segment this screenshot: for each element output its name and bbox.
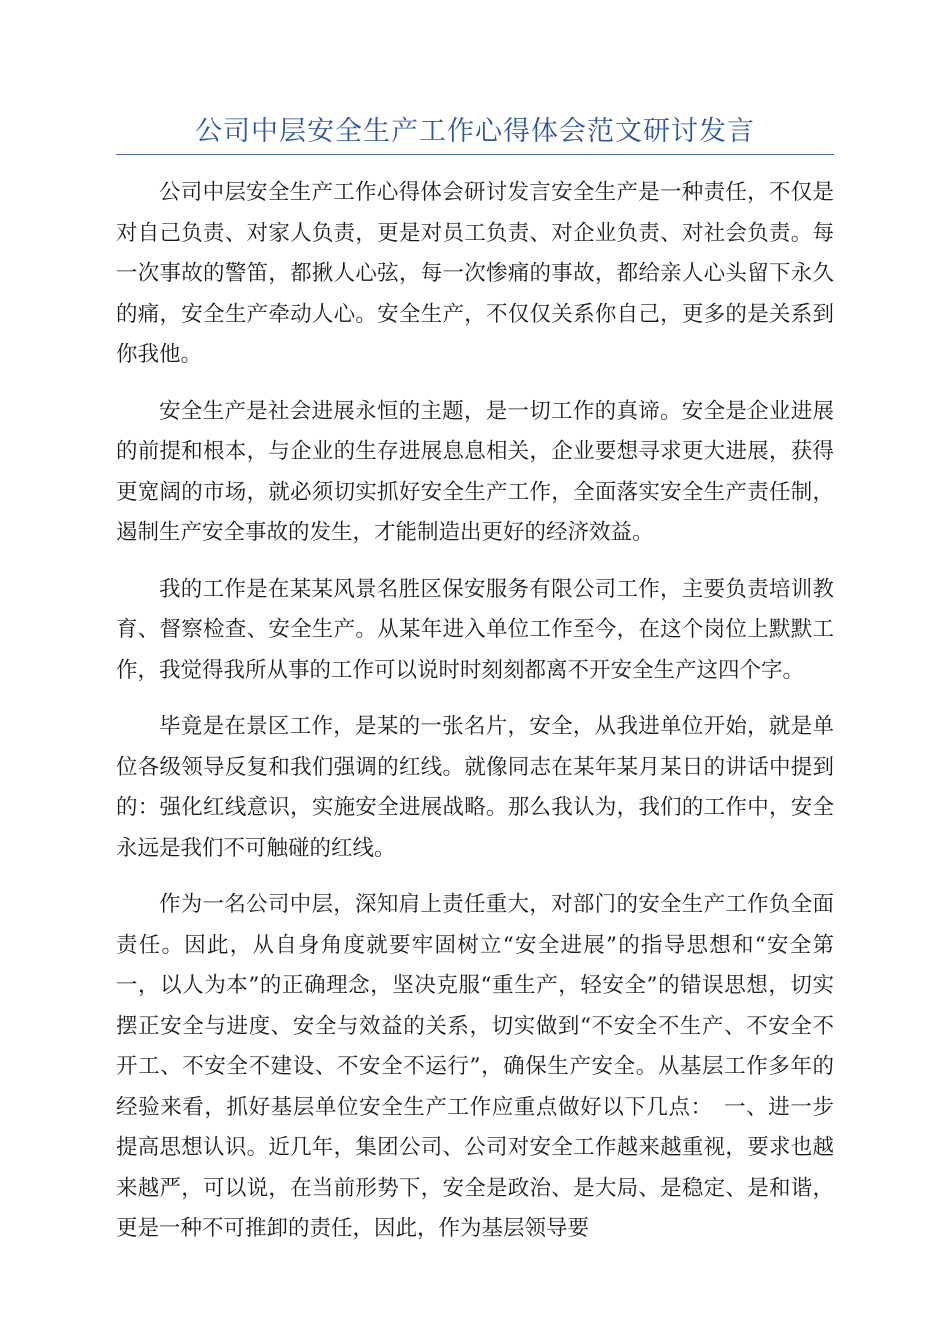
paragraph-3: 我的工作是在某某风景名胜区保安服务有限公司工作，主要负责培训教育、督察检查、安全生产。从某年进入单位工作至今，在这个岗位上默默工作，我觉得我所从事的工作可以说时时刻刻都离不开安全生产这四个字。 <box>116 576 834 683</box>
title-underline <box>116 154 834 155</box>
document-title: 公司中层安全生产工作心得体会范文研讨发言 <box>195 116 755 147</box>
paragraph-1: 公司中层安全生产工作心得体会研讨发言安全生产是一种责任，不仅是对自己负责、对家人负责，更是对员工负责、对企业负责、对社会负责。每一次事故的警笛，都揪人心弦，每一次惨痛的事故，都给亲人心头留下永久的痛，安全生产牵动人心。安全生产，不仅仅关系你自己，更多的是关系到你我他。 <box>116 180 834 367</box>
paragraph-2: 安全生产是社会进展永恒的主题，是一切工作的真谛。安全是企业进展的前提和根本，与企业的生存进展息息相关，企业要想寻求更大进展，获得更宽阔的市场，就必须切实抓好安全生产工作，全面落实安全生产责任制，遏制生产安全事故的发生，才能制造出更好的经济效益。 <box>116 398 834 545</box>
document-body <box>116 173 834 1266</box>
paragraph-4: 毕竟是在景区工作，是某的一张名片，安全，从我进单位开始，就是单位各级领导反复和我们强调的红线。就像同志在某年某月某日的讲话中提到的：强化红线意识，实施安全进展战略。那么我认为，我们的工作中，安全永远是我们不可触碰的红线。 <box>116 714 834 861</box>
paragraph-5: 作为一名公司中层，深知肩上责任重大，对部门的安全生产工作负全面责任。因此，从自身角度就要牢固树立“安全进展”的指导思想和“安全第一，以人为本”的正确理念，坚决克服“重生产，轻安全”的错误思想，切实摆正安全与进度、安全与效益的关系，切实做到“不安全不生产、不安全不开工、不安全不建设、不安全不运行”，确保生产安全。从基层工作多年的经验来看，抓好基层单位安全生产工作应重点做好以下几点： 一、进一步提高思想认识。近几年，集团公司、公司对安全工作越来越重视，要求也越来越严，可以说，在当前形势下，安全是政治、是大局、是稳定、是和谐，更是一种不可推卸的责任，因此，作为基层领导要 <box>116 892 834 1241</box>
